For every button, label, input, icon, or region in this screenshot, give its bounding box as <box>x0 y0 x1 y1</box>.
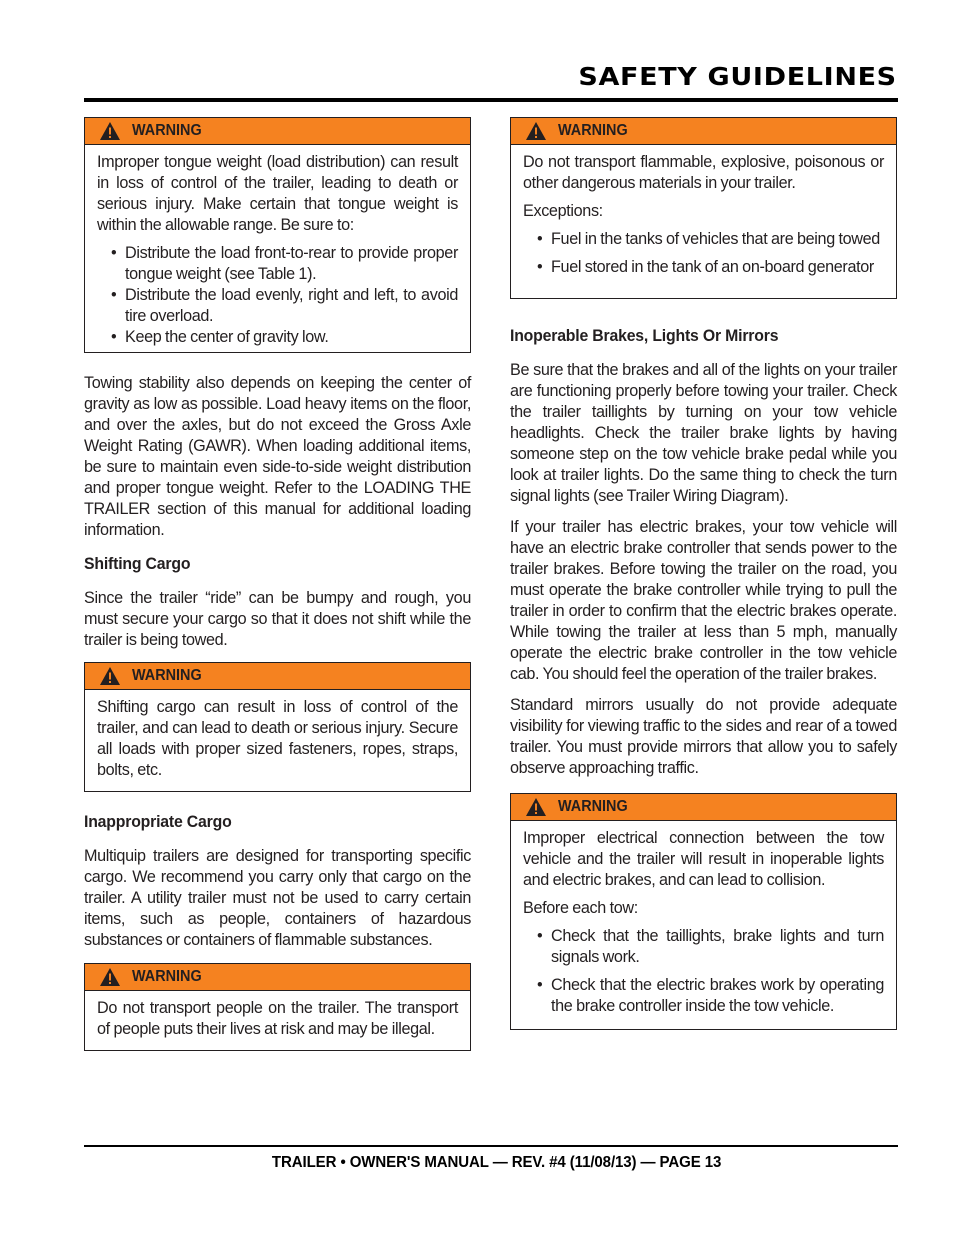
warning-header <box>85 964 470 991</box>
warning-triangle-icon <box>99 121 121 141</box>
shifting-cargo-heading: Shifting Cargo <box>84 554 191 573</box>
inappropriate-cargo-paragraph: Multiquip trailers are designed for transporting specific cargo. We recommend you carry only that cargo on the trailer. A utility trailer must not be used to carry certain items, such as people, containers of hazardous substances or containers of flammable substances. <box>84 847 471 949</box>
brakes-paragraph-1: Be sure that the brakes and all of the lights on your trailer are functioning properly before towing your trailer. Check the trailer taillights by turning on your tow vehicle headlights. Check the trailer brake lights by having someone step on the tow vehicle brake pedal while you look at trailer lights. Do the same thing to check the turn signal lights (see Trailer Wiring Diagram). <box>510 361 897 505</box>
warning-triangle-icon <box>525 797 547 817</box>
page-footer: TRAILER • OWNER'S MANUAL — REV. #4 (11/08/13) — PAGE 13 <box>271 1154 721 1171</box>
list-item: • Fuel stored in the tank of an on-board generator <box>523 257 884 278</box>
list-item: • Check that the electric brakes work by operating the brake controller inside the tow vehicle. <box>523 975 884 1017</box>
title-rule <box>84 98 898 102</box>
warning-label: WARNING <box>558 798 628 815</box>
warning-triangle-icon <box>99 967 121 987</box>
warning-label: WARNING <box>132 968 202 985</box>
bullet-list <box>523 229 884 278</box>
list-item: • Check that the taillights, brake lights and turn signals work. <box>523 926 884 968</box>
brakes-paragraph-2: If your trailer has electric brakes, your tow vehicle will have an electric brake controller that sends power to the trailer brakes. Before towing the trailer on the road, you must operate the brake controller while trying to pull the trailer in order to confirm that the electric brakes operate. While towing the trailer at less than 5 mph, manually operate the electric brake controller in the tow vehicle cab. You should feel the operation of the trailer brakes. <box>510 518 897 683</box>
before-each-tow-label: Before each tow: <box>523 899 638 917</box>
list-item: • Fuel in the tanks of vehicles that are being towed <box>523 229 884 250</box>
warning-label: WARNING <box>132 667 202 684</box>
warning-header <box>511 794 896 821</box>
list-item: • Keep the center of gravity low. <box>97 327 458 348</box>
warning-text: Shifting cargo can result in loss of control of the trailer, and can lead to death or serious injury. Secure all loads with proper sized fasteners, ropes, straps, bolts, etc. <box>97 698 458 779</box>
inappropriate-cargo-heading: Inappropriate Cargo <box>84 812 232 831</box>
warning-text: Do not transport people on the trailer. The transport of people puts their lives at risk and may be illegal. <box>97 999 458 1038</box>
exceptions-label: Exceptions: <box>523 202 603 220</box>
warning-label: WARNING <box>132 122 202 139</box>
inoperable-brakes-heading: Inoperable Brakes, Lights Or Mirrors <box>510 326 779 345</box>
bullet-list <box>523 926 884 1017</box>
warning-triangle-icon <box>99 666 121 686</box>
warning-text: Improper electrical connection between the tow vehicle and the trailer will result in inoperable lights and electric brakes, and can lead to collision. <box>523 829 884 889</box>
warning-header <box>85 118 470 145</box>
warning-header <box>85 663 470 690</box>
footer-rule <box>84 1145 898 1147</box>
page-title: SAFETY GUIDELINES <box>578 62 897 91</box>
warning-box-people <box>84 963 471 1051</box>
warning-triangle-icon <box>525 121 547 141</box>
brakes-paragraph-3: Standard mirrors usually do not provide adequate visibility for viewing traffic to the sides and rear of a towed trailer. You must provide mirrors that allow you to safely observe approaching traffic. <box>510 696 897 777</box>
left-column <box>84 117 471 1051</box>
warning-box-shifting-cargo <box>84 662 471 792</box>
warning-box-electrical <box>510 793 897 1030</box>
warning-label: WARNING <box>558 122 628 139</box>
warning-header <box>511 118 896 145</box>
bullet-list <box>97 243 458 348</box>
warning-text: Improper tongue weight (load distribution) can result in loss of control of the trailer, leading to death or serious injury. Make certain that tongue weight is within the allowable range. Be sure to: <box>97 153 458 234</box>
list-item: • Distribute the load evenly, right and left, to avoid tire overload. <box>97 285 458 327</box>
list-item: • Distribute the load front-to-rear to provide proper tongue weight (see Table 1). <box>97 243 458 285</box>
shifting-cargo-paragraph: Since the trailer “ride” can be bumpy and rough, you must secure your cargo so that it does not shift while the trailer is being towed. <box>84 589 471 649</box>
warning-box-dangerous-materials <box>510 117 897 299</box>
warning-box-tongue-weight <box>84 117 471 353</box>
warning-text: Do not transport flammable, explosive, poisonous or other dangerous materials in your trailer. <box>523 153 884 192</box>
towing-stability-paragraph: Towing stability also depends on keeping the center of gravity as low as possible. Load heavy items on the floor, and over the axles, but do not exceed the Gross Axle Weight Rating (GAWR). When loading additional items, be sure to maintain even side-to-side weight distribution and proper tongue weight. Refer to the LOADING THE TRAILER section of this manual for additional loading information. <box>84 374 471 539</box>
right-column <box>510 117 897 1030</box>
